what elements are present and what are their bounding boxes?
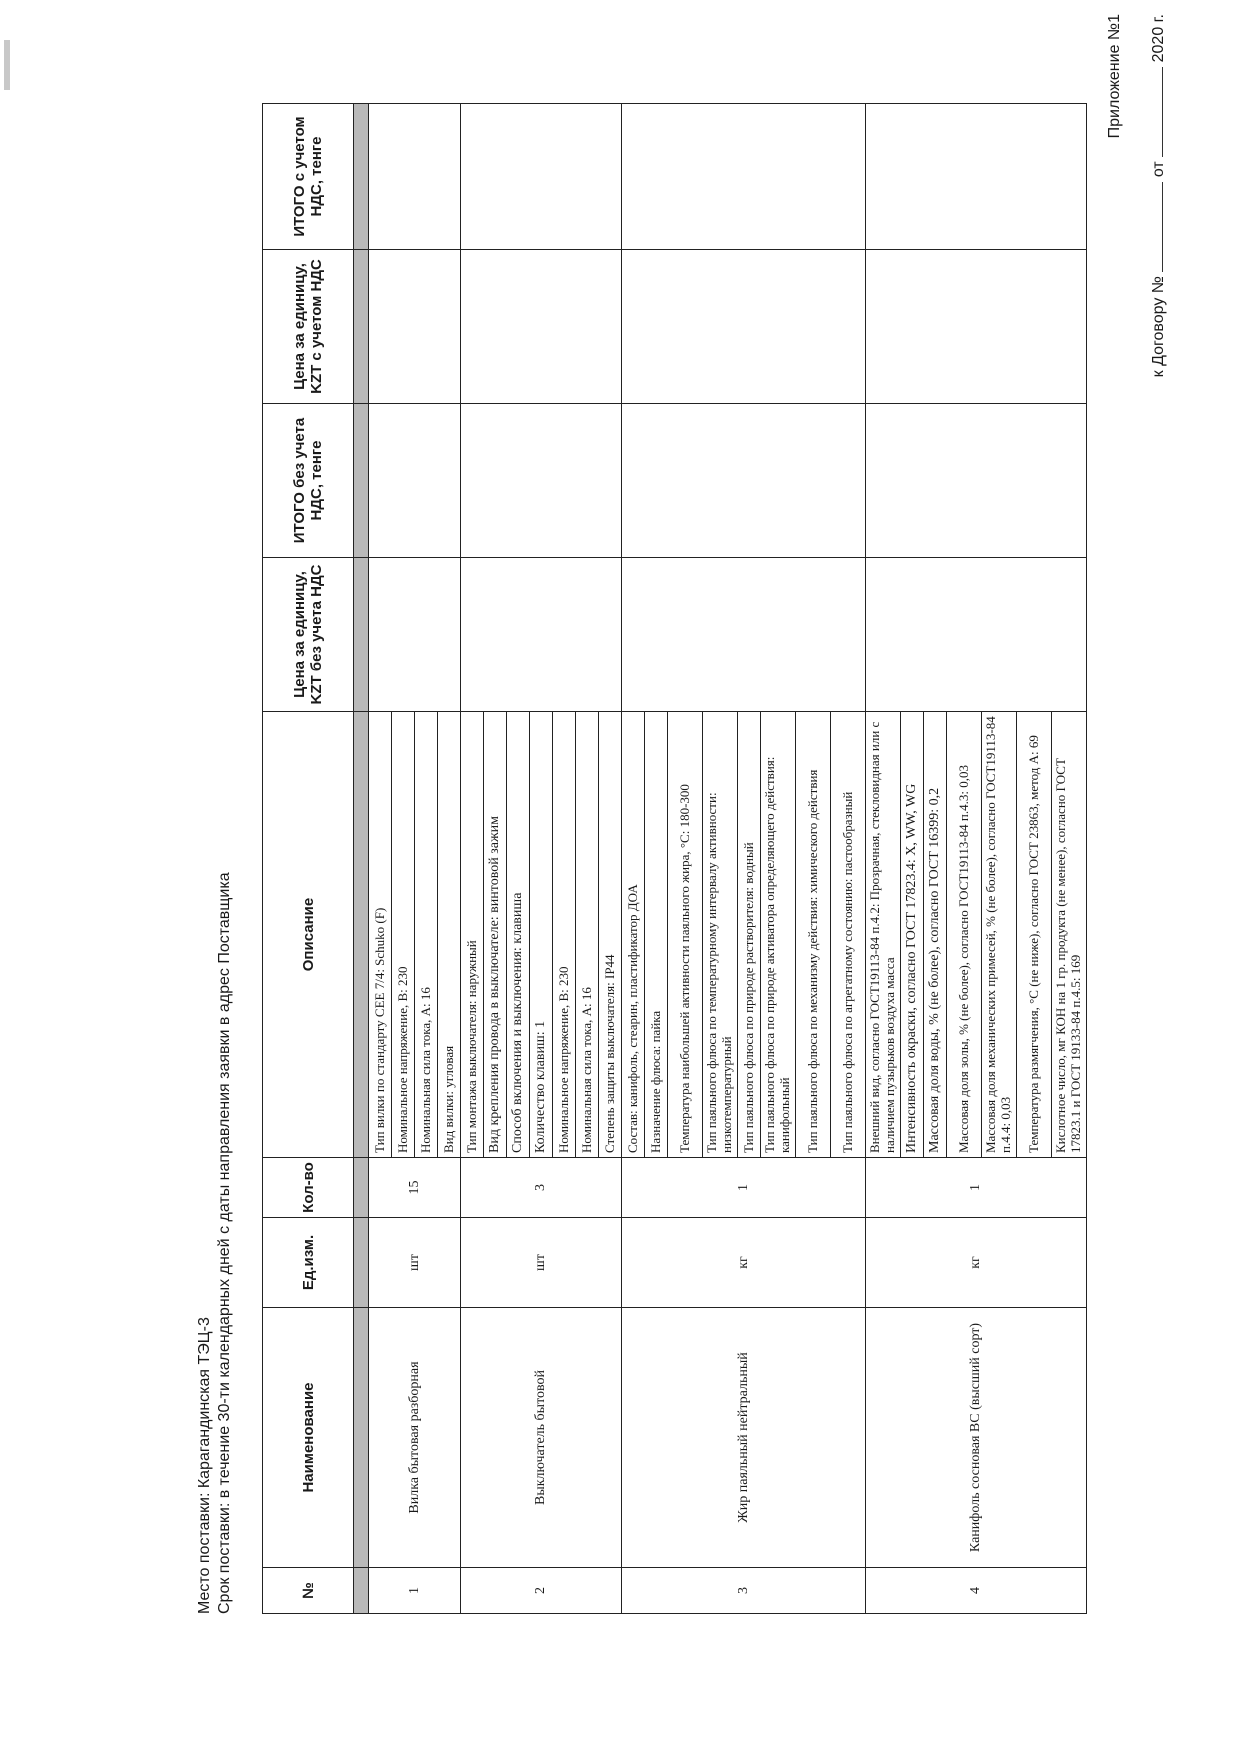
item-spec: Массовая доля золы, % (не более), согласно ГОСТ19113-84 п.4.3: 0,03 bbox=[947, 712, 982, 1158]
header-separator-row bbox=[354, 104, 369, 1614]
total-no-vat-cell[interactable] bbox=[622, 404, 866, 558]
item-spec: Массовая доля воды, % (не более), согласно ГОСТ 16399: 0,2 bbox=[924, 712, 947, 1158]
col-price-vat-header: Цена за единицу, KZT с учетом НДС bbox=[263, 250, 354, 404]
item-name: Вилка бытовая разборная bbox=[369, 1308, 461, 1568]
col-num-header: № bbox=[263, 1568, 354, 1614]
item-qty: 3 bbox=[461, 1158, 622, 1218]
price-vat-cell[interactable] bbox=[622, 250, 866, 404]
delivery-term: Срок поставки: в течение 30-ти календарных дней с даты направления заявки в адрес Поставщика bbox=[216, 872, 233, 1614]
col-total-vat-header: ИТОГО с учетом НДС, тенге bbox=[263, 104, 354, 250]
item-spec: Номинальное напряжение, В: 230 bbox=[392, 712, 415, 1158]
item-spec: Вид вилки: угловая bbox=[438, 712, 461, 1158]
total-vat-cell[interactable] bbox=[461, 104, 622, 250]
date-blank bbox=[1148, 67, 1163, 157]
total-no-vat-cell[interactable] bbox=[461, 404, 622, 558]
item-name: Выключатель бытовой bbox=[461, 1308, 622, 1568]
price-no-vat-cell[interactable] bbox=[369, 558, 461, 712]
item-unit: кг bbox=[622, 1218, 866, 1308]
col-name-header: Наименование bbox=[263, 1308, 354, 1568]
item-name: Канифоль сосновая ВС (высший сорт) bbox=[866, 1308, 1087, 1568]
col-unit-header: Ед.изм. bbox=[263, 1218, 354, 1308]
item-spec: Температура размягчения, °С (не ниже), согласно ГОСТ 23863, метод А: 69 bbox=[1017, 712, 1052, 1158]
item-num: 2 bbox=[461, 1568, 622, 1614]
item-num: 1 bbox=[369, 1568, 461, 1614]
total-vat-cell[interactable] bbox=[369, 104, 461, 250]
item-spec: Количество клавиш: 1 bbox=[530, 712, 553, 1158]
table-row bbox=[369, 104, 392, 1614]
col-total-no-vat-header: ИТОГО без учета НДС, тенге bbox=[263, 404, 354, 558]
specification-table bbox=[262, 103, 1087, 1614]
col-qty-header: Кол-во bbox=[263, 1158, 354, 1218]
item-spec: Тип паяльного флюса по механизму действия: химического действия bbox=[796, 712, 831, 1158]
item-unit: кг bbox=[866, 1218, 1087, 1308]
total-no-vat-cell[interactable] bbox=[866, 404, 1087, 558]
price-vat-cell[interactable] bbox=[369, 250, 461, 404]
price-no-vat-cell[interactable] bbox=[461, 558, 622, 712]
item-spec: Тип паяльного флюса по природе активатора определяющего действия: канифольный bbox=[761, 712, 796, 1158]
item-num: 3 bbox=[622, 1568, 866, 1614]
item-spec: Номинальное напряжение, В: 230 bbox=[553, 712, 576, 1158]
item-spec: Состав: канифоль, стеарин, пластификатор ДОА bbox=[622, 712, 645, 1158]
item-qty: 15 bbox=[369, 1158, 461, 1218]
total-vat-cell[interactable] bbox=[622, 104, 866, 250]
item-unit: шт bbox=[461, 1218, 622, 1308]
contract-prefix: к Договору № bbox=[1150, 276, 1167, 378]
price-vat-cell[interactable] bbox=[461, 250, 622, 404]
item-spec: Температура наибольшей активности паяльного жира, °С: 180-300 bbox=[668, 712, 703, 1158]
col-desc-header: Описание bbox=[263, 712, 354, 1158]
total-no-vat-cell[interactable] bbox=[369, 404, 461, 558]
contract-number-blank bbox=[1148, 182, 1163, 272]
item-spec: Вид крепления провода в выключателе: винтовой зажим bbox=[484, 712, 507, 1158]
item-spec: Номинальная сила тока, А: 16 bbox=[415, 712, 438, 1158]
item-spec: Тип паяльного флюса по температурному интервалу активности: низкотемпературный bbox=[703, 712, 738, 1158]
table-row bbox=[622, 104, 645, 1614]
date-from-label: от bbox=[1150, 161, 1167, 178]
item-num: 4 bbox=[866, 1568, 1087, 1614]
item-unit: шт bbox=[369, 1218, 461, 1308]
item-spec: Тип паяльного флюса по агрегатному состоянию: пастообразный bbox=[831, 712, 866, 1158]
item-name: Жир паяльный нейтральный bbox=[622, 1308, 866, 1568]
table-row bbox=[866, 104, 901, 1614]
item-spec: Интенсивность окраски, согласно ГОСТ 17823.4: X, WW, WG bbox=[901, 712, 924, 1158]
year-label: 2020 г. bbox=[1150, 14, 1167, 63]
table-row bbox=[461, 104, 484, 1614]
appendix-title: Приложение №1 bbox=[1106, 14, 1123, 139]
item-qty: 1 bbox=[622, 1158, 866, 1218]
contract-reference bbox=[1148, 14, 1168, 424]
price-no-vat-cell[interactable] bbox=[622, 558, 866, 712]
item-spec: Кислотное число, мг КОН на 1 гр. продукта (не менее), согласно ГОСТ 17823.1 и ГОСТ 19133-84 п.4.5: 169 bbox=[1052, 712, 1087, 1158]
col-price-no-vat-header: Цена за единицу, KZT без учета НДС bbox=[263, 558, 354, 712]
item-spec: Номинальная сила тока, А: 16 bbox=[576, 712, 599, 1158]
item-spec: Способ включения и выключения: клавиша bbox=[507, 712, 530, 1158]
price-no-vat-cell[interactable] bbox=[866, 558, 1087, 712]
table-header-row bbox=[263, 104, 354, 1614]
item-spec: Внешний вид, согласно ГОСТ19113-84 п.4.2: Прозрачная, стекловидная или с наличием пузырьков воздуха масса bbox=[866, 712, 901, 1158]
price-vat-cell[interactable] bbox=[866, 250, 1087, 404]
item-spec: Тип вилки по стандарту CEE 7/4: Schuko (F) bbox=[369, 712, 392, 1158]
delivery-place: Место поставки: Карагандинская ТЭЦ-3 bbox=[196, 1317, 213, 1614]
item-spec: Массовая доля механических примесей, % (не более), согласно ГОСТ19113-84 п.4.4: 0,03 bbox=[982, 712, 1017, 1158]
item-qty: 1 bbox=[866, 1158, 1087, 1218]
item-spec: Степень защиты выключателя: IP44 bbox=[599, 712, 622, 1158]
item-spec: Тип паяльного флюса по природе растворителя: водный bbox=[738, 712, 761, 1158]
item-spec: Назначение флюса: пайка bbox=[645, 712, 668, 1158]
total-vat-cell[interactable] bbox=[866, 104, 1087, 250]
item-spec: Тип монтажа выключателя: наружный bbox=[461, 712, 484, 1158]
